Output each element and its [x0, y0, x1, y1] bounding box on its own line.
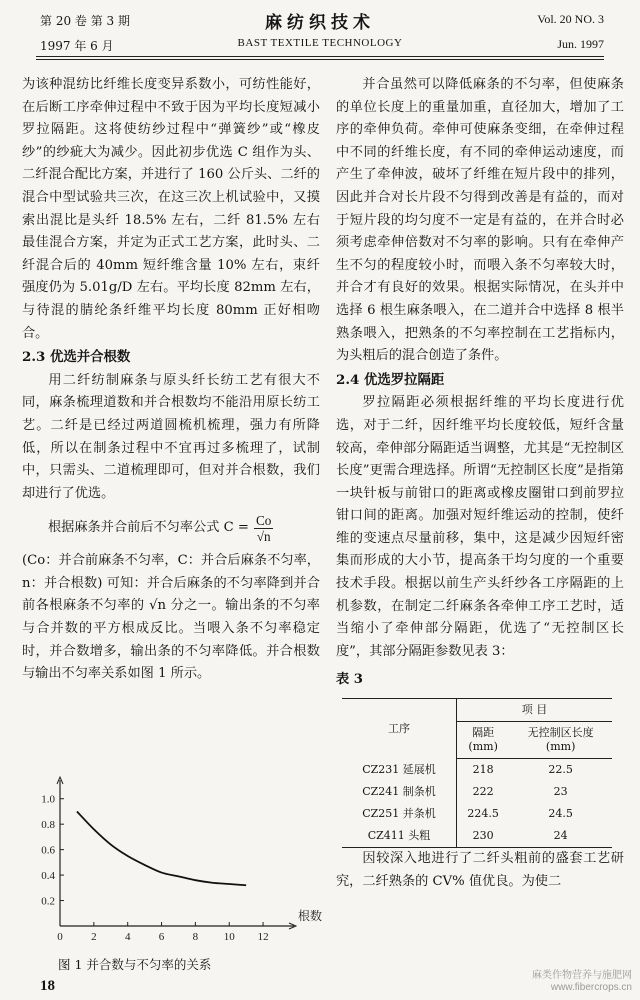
y-tick-label: 0.8	[41, 819, 55, 832]
formula-numerator: Co	[255, 513, 272, 529]
y-tick-label: 0.2	[41, 895, 55, 908]
cell-process: CZ411 头粗	[342, 825, 457, 848]
header-free-length-unit: (mm)	[545, 740, 576, 754]
cell-free-length: 23	[553, 785, 568, 799]
y-tick-label: 1.0	[41, 793, 55, 806]
formula	[22, 513, 320, 544]
header-rule-thin	[36, 59, 604, 60]
x-tick-label: 4	[124, 931, 131, 943]
table-header-row	[342, 699, 612, 722]
table-row	[342, 825, 612, 848]
x-tick-label: 8	[192, 931, 199, 943]
paragraph: 为该种混纺比纤维长度变异系数小，可纺性能好，在后断工序牵伸过程中不致于因为平均长度短减小罗拉隔距。这将使纺纱过程中“弹簧纱”或“橡皮纱”的纱疵大为减少。因此初步优选 C 组作为头、二纤混合配比方案，并进行了 160 公斤头、二纤的混合中型试验共三次，在这三次上机试验中，又摸索出混比是头纤 18.5% 左右，二纤 81.5% 左右最佳混合方案，并定为正式工艺方案，此时头、二纤混合后的 40mm 短纤维含量 10% 左右，束纤强度仍为 5.01g/D 左右。平均长度 82mm 左右，与待混的腈纶条纤维平均长度 80mm 正好相吻合。	[22, 77, 320, 341]
volume-issue: 第 20 卷 第 3 期	[40, 14, 130, 28]
header-process: 工序	[342, 699, 457, 759]
y-tick-label: 0.4	[41, 870, 55, 883]
running-header	[0, 0, 640, 60]
header-rule	[36, 56, 604, 57]
cell-gap: 222	[472, 785, 494, 799]
paragraph: 并合虽然可以降低麻条的不匀率，但使麻条的单位长度上的重量加重，直径加大，增加了工序的牵伸负荷。牵伸可使麻条变细，在牵伸过程中不同的纤维长度，有不同的牵伸运动速度，而产生了牵伸波，破坏了纤维在短片段中的排列，因此并合对长片段不匀得到改善是有益的，而对于短片段的均匀度不一定是有益的，在并合时必须考虑牵伸倍数对不匀率的影响。只有在牵伸产生不匀的程度较小时，而喂入条不匀率较大时，并合才有良好的效果。根据实际情况，在头并中选择 6 根生麻条喂入，在二道并合中选择 8 根半熟条喂入，把熟条的不匀率控制在工艺指标内，为头粗后的混合创造了条件。	[336, 77, 624, 364]
header-group: 项 目	[457, 699, 613, 722]
section-heading-2-4: 2.4 优选罗拉隔距	[336, 371, 445, 388]
right-column	[336, 74, 624, 893]
table-row	[342, 781, 612, 803]
series-line	[77, 811, 246, 885]
formula-prefix: 根据麻条并合前后不匀率公式 C =	[48, 520, 249, 536]
left-column	[22, 74, 320, 686]
figure-1-chart	[22, 772, 322, 972]
cell-process: CZ251 并条机	[342, 803, 457, 825]
table-title: 表 3	[336, 672, 363, 688]
header-free-length	[509, 722, 612, 759]
cell-process: CZ241 制条机	[342, 781, 457, 803]
header-gap-unit: (mm)	[468, 740, 498, 754]
figure-caption: 图 1 并合数与不匀率的关系	[58, 957, 212, 972]
x-tick-label: 12	[257, 931, 269, 943]
cell-gap: 224.5	[467, 807, 499, 821]
x-tick-label: 2	[91, 931, 97, 943]
section-heading-2-3: 2.3 优选并合根数	[22, 349, 131, 366]
x-tick-label: 0	[57, 931, 63, 943]
issue-date-en: Jun. 1997	[557, 37, 604, 51]
header-free-length-label: 无控制区长度	[527, 726, 594, 740]
journal-title: 麻纺织技术	[265, 13, 375, 33]
issue-date: 1997 年 6 月	[40, 39, 114, 53]
page-number: 18	[40, 978, 55, 994]
cell-free-length: 22.5	[548, 763, 573, 777]
formula-denominator: √n	[256, 529, 271, 545]
journal-title-en: BAST TEXTILE TECHNOLOGY	[237, 37, 403, 49]
volume-issue-en: Vol. 20 NO. 3	[537, 12, 604, 26]
formula-fraction	[254, 513, 273, 544]
cell-free-length: 24	[509, 825, 612, 848]
cell-gap: 230	[457, 825, 510, 848]
paragraph: 罗拉隔距必须根据纤维的平均长度进行优选，对于二纤，因纤维平均长度较低，短纤含量较高，牵伸部分隔距适当调整，尤其是“无控制区长度”更需合理选择。所谓“无控制区长度”是指第一块针板与前钳口的距离或橡皮圈钳口到前罗拉钳口间的距离。加强对短纤维运动的控制，使纤维的变速点尽量前移，集中，这是减少因短纤密集而形成的大小节，提高条干均匀度的一个重要技术手段。根据以前生产头纤纱各工序隔距的上机参数，在制定二纤麻条各牵伸工序工艺时，适当缩小了牵伸部分隔距，优选了“无控制区长度”，其部分隔距参数见表 3：	[336, 395, 624, 659]
table-row	[342, 803, 612, 825]
watermark	[532, 970, 632, 994]
x-axis-label: 根数	[298, 909, 322, 923]
header-gap	[457, 722, 510, 759]
cell-gap: 218	[472, 763, 494, 777]
y-tick-label: 0.6	[41, 844, 55, 857]
header-gap-label: 隔距	[472, 726, 495, 740]
paragraph: 用二纤纺制麻条与原头纤长纺工艺有很大不同，麻条梳理道数和并合根数均不能沿用原长纺工艺。二纤是已经过两道圆梳机梳理，强力有所降低，所以在制条过程中不宜再过多梳理了，试制中，只需头、二道梳理即可，但对并合根数，我们却进行了优选。	[22, 372, 320, 501]
paragraph: (Co：并合前麻条不匀率，C：并合后麻条不匀率，n：并合根数) 可知：并合后麻条的不匀率降到并合前各根麻条不匀率的 √n 分之一。输出条的不匀率与合并数的平方根成反比。当喂入条不匀率稳定时，并合数增多，输出条的不匀率降低。并合根数与输出不匀率关系如图 1 所示。	[22, 553, 320, 682]
cell-free-length: 24.5	[548, 807, 573, 821]
table-row	[342, 759, 612, 782]
paragraph: 因较深入地进行了二纤头粗前的盛套工艺研究，二纤熟条的 CV% 值优良。为使二	[336, 851, 624, 889]
cell-process: CZ231 延展机	[342, 759, 457, 782]
watermark-line-2: www.fibercrops.cn	[550, 982, 632, 993]
watermark-line-1: 麻类作物营养与施肥网	[532, 970, 632, 981]
x-tick-label: 6	[158, 931, 165, 943]
x-tick-label: 10	[223, 931, 235, 943]
table-3	[342, 698, 612, 848]
